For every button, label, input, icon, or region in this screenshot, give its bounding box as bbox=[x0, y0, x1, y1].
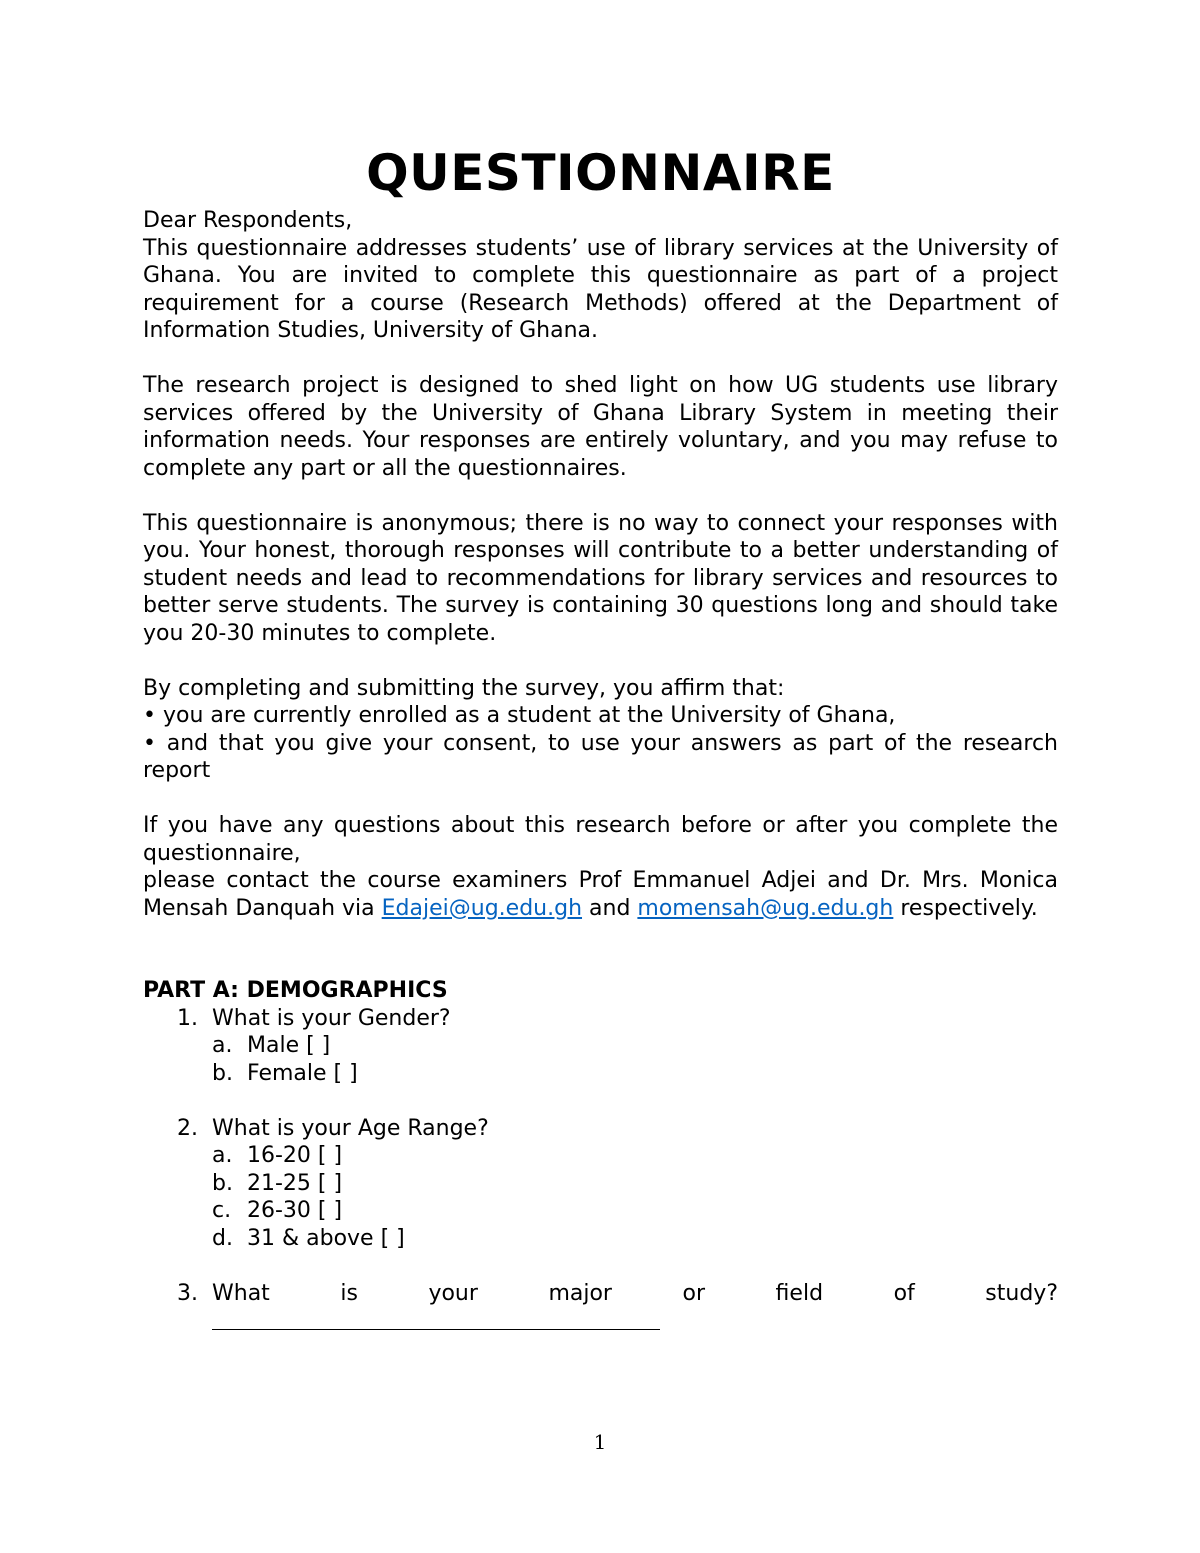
major-answer-line[interactable] bbox=[212, 1307, 660, 1330]
email-link-mensah[interactable]: momensah@ug.edu.gh bbox=[637, 895, 894, 921]
option-letter: a. bbox=[212, 1033, 233, 1058]
option-letter: c. bbox=[212, 1198, 232, 1223]
email-link-adjei[interactable]: Edajei@ug.edu.gh bbox=[381, 895, 583, 921]
document-page bbox=[143, 140, 1058, 1330]
option-text: Male [ ] bbox=[247, 1033, 331, 1058]
question-age-range bbox=[143, 1115, 1058, 1143]
question-number: 1. bbox=[177, 1005, 198, 1031]
contact-details bbox=[143, 867, 1058, 922]
option-text: 31 & above [ ] bbox=[247, 1225, 405, 1251]
option-age-26-30[interactable] bbox=[143, 1197, 1058, 1225]
question-text: What is your Age Range? bbox=[212, 1115, 489, 1141]
contact-line: If you have any questions about this research before or after you complete the questionnaire, bbox=[143, 813, 1058, 866]
option-letter: a. bbox=[212, 1143, 233, 1168]
option-letter: d. bbox=[212, 1225, 233, 1251]
option-age-16-20[interactable] bbox=[143, 1142, 1058, 1170]
contact-prefix: please contact the course examiners Prof Emmanuel Adjei and Dr. Mrs. Monica Mensah Danquah via bbox=[143, 868, 1058, 921]
question-major bbox=[143, 1280, 1058, 1308]
option-letter: b. bbox=[212, 1060, 233, 1086]
question-number: 3. bbox=[177, 1280, 198, 1306]
question-text: What is your major or field of study? bbox=[212, 1280, 1058, 1306]
option-text: 21-25 [ ] bbox=[247, 1170, 343, 1196]
option-age-21-25[interactable] bbox=[143, 1170, 1058, 1198]
question-gender bbox=[143, 1005, 1058, 1033]
affirm-intro: By completing and submitting the survey, you affirm that: bbox=[143, 675, 785, 701]
option-text: Female [ ] bbox=[247, 1060, 358, 1086]
section-heading-demographics: PART A: DEMOGRAPHICS bbox=[143, 978, 448, 1003]
page-title: QUESTIONNAIRE bbox=[366, 144, 835, 202]
affirm-item: • and that you give your consent, to use your answers as part of the research report bbox=[143, 730, 1058, 783]
question-text: What is your Gender? bbox=[212, 1005, 451, 1031]
page-number: 1 bbox=[593, 1430, 607, 1454]
purpose-paragraph: The research project is designed to shed light on how UG students use library services offered by the University of Ghana Library System in meeting their information needs. Your responses are entirely voluntary, and you may refuse to complete any part or all the questionnaires. bbox=[143, 373, 1058, 481]
option-male[interactable] bbox=[143, 1032, 1058, 1060]
affirm-item: • you are currently enrolled as a student at the University of Ghana, bbox=[143, 703, 896, 728]
option-female[interactable] bbox=[143, 1060, 1058, 1088]
option-age-31-above[interactable] bbox=[143, 1225, 1058, 1253]
anonymity-paragraph: This questionnaire is anonymous; there is no way to connect your responses with you. Your honest, thorough responses will contribute to a better understanding of student needs and lead to recommendations for library services and resources to better serve students. The survey is containing 30 questions long and should take you 20-30 minutes to complete. bbox=[143, 510, 1058, 646]
question-number: 2. bbox=[177, 1115, 198, 1141]
option-text: 26-30 [ ] bbox=[247, 1198, 343, 1223]
option-letter: b. bbox=[212, 1170, 233, 1196]
contact-and: and bbox=[589, 895, 631, 921]
salutation: Dear Respondents, bbox=[143, 208, 353, 233]
intro-paragraph: This questionnaire addresses students’ use of library services at the University of Ghana. You are invited to complete this questionnaire as part of a project requirement for a course (Research Methods) offered at the Department of Information Studies, University of Ghana. bbox=[143, 235, 1058, 343]
option-text: 16-20 [ ] bbox=[247, 1143, 343, 1168]
contact-suffix: respectively. bbox=[900, 895, 1038, 921]
